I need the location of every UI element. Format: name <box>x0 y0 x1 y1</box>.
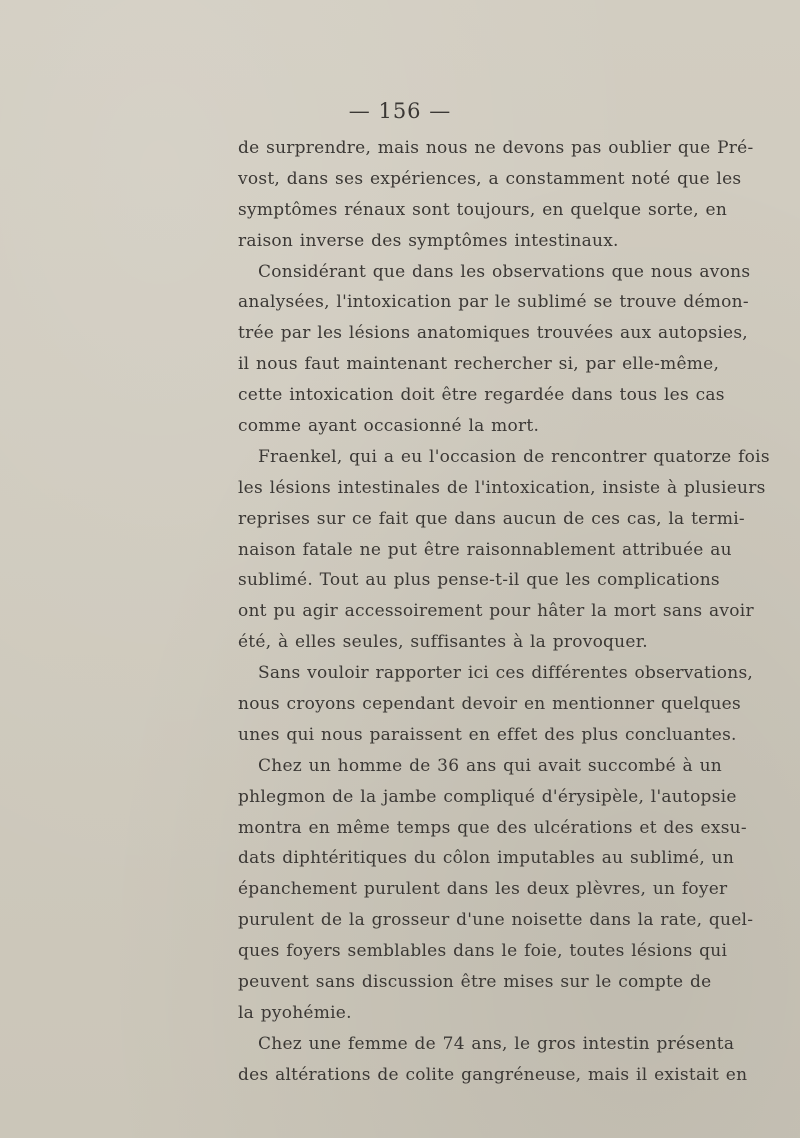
text-line: unes qui nous paraissent en effet des plus concluantes. <box>238 724 737 745</box>
page-number: — 156 — <box>348 99 452 123</box>
text-line: purulent de la grosseur d'une noisette dans la rate, quel- <box>238 910 754 931</box>
text-line: la pyohémie. <box>238 1002 352 1023</box>
text-line: les lésions intestinales de l'intoxication, insiste à plusieurs <box>238 477 766 498</box>
text-line: symptômes rénaux sont toujours, en quelque sorte, en <box>238 199 728 220</box>
text-line: ont pu agir accessoirement pour hâter la mort sans avoir <box>238 601 754 622</box>
text-line: trée par les lésions anatomiques trouvées aux autopsies, <box>238 323 748 344</box>
text-line: reprises sur ce fait que dans aucun de ces cas, la termi- <box>238 508 745 529</box>
body-text <box>238 133 770 1091</box>
text-line: il nous faut maintenant rechercher si, par elle-même, <box>238 354 720 375</box>
text-line: sublimé. Tout au plus pense-t-il que les complications <box>238 570 720 591</box>
text-line: montra en même temps que des ulcérations et des exsu- <box>238 817 747 838</box>
text-line: nous croyons cependant devoir en mentionner quelques <box>238 694 741 715</box>
text-line: comme ayant occasionné la mort. <box>238 416 540 437</box>
text-line: analysées, l'intoxication par le sublimé se trouve démon- <box>238 292 749 313</box>
text-line: vost, dans ses expériences, a constamment noté que les <box>238 168 742 189</box>
text-line: ques foyers semblables dans le foie, toutes lésions qui <box>238 941 728 962</box>
text-line: épanchement purulent dans les deux plèvres, un foyer <box>238 879 728 900</box>
text-line: cette intoxication doit être regardée dans tous les cas <box>238 385 725 406</box>
text-line: Chez un homme de 36 ans qui avait succombé à un <box>258 755 722 776</box>
text-line: peuvent sans discussion être mises sur le compte de <box>238 972 712 993</box>
text-line: de surprendre, mais nous ne devons pas oublier que Pré- <box>238 138 754 158</box>
text-line: Sans vouloir rapporter ici ces différentes observations, <box>258 663 754 684</box>
text-line: Fraenkel, qui a eu l'occasion de rencontrer quatorze fois <box>258 446 770 467</box>
text-line: dats diphtéritiques du côlon imputables au sublimé, un <box>238 848 735 869</box>
text-line: naison fatale ne put être raisonnablement attribuée au <box>238 539 732 560</box>
text-line: des altérations de colite gangréneuse, mais il existait en <box>238 1064 748 1085</box>
text-line: raison inverse des symptômes intestinaux. <box>238 230 619 251</box>
text-line: Considérant que dans les observations que nous avons <box>258 261 751 282</box>
text-line: été, à elles seules, suffisantes à la provoquer. <box>238 632 648 653</box>
text-line: phlegmon de la jambe compliqué d'érysipèle, l'autopsie <box>238 786 737 807</box>
text-line: Chez une femme de 74 ans, le gros intestin présenta <box>258 1033 735 1054</box>
